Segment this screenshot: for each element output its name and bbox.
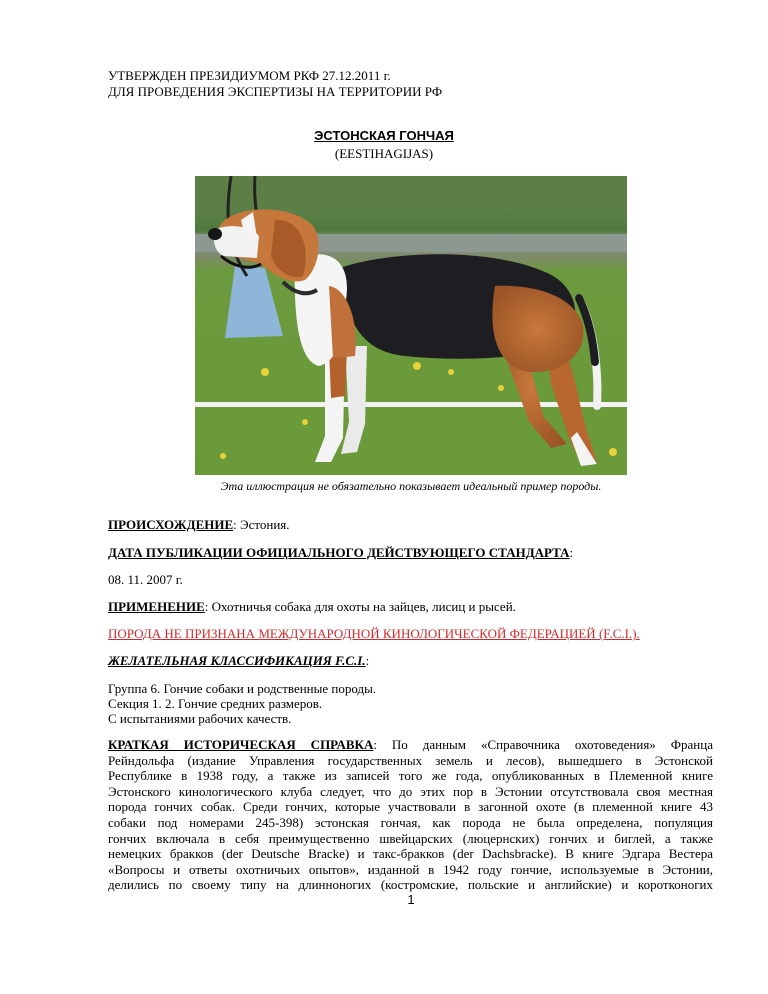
history-text-3: Эстонского кинологического клуба следует, что до этих пор в Эстонии отсутствовала своя местная bbox=[108, 783, 713, 799]
publication-colon: : bbox=[569, 545, 574, 560]
page-number: 1 bbox=[407, 892, 415, 907]
history-text-5: собаки под номерами 245-398) эстонская гончая, как порода не была определена, популяция bbox=[108, 814, 713, 830]
usage-value: : Охотничья собака для охоты на зайцев, лисиц и рысей. bbox=[204, 599, 516, 614]
history-text-7: немецких бракков (der Deutsche Bracke) и такс-бракков (der Dachsbracke). В книге Эдгара Вестера bbox=[108, 846, 713, 862]
history-text-4: порода гончих собак. Среди гончих, которые участвовали в загонной охоте (в племенной книге 43 bbox=[108, 799, 713, 815]
origin-value: : Эстония. bbox=[233, 517, 290, 532]
fci-notice: ПОРОДА НЕ ПРИЗНАНА МЕЖДУНАРОДНОЙ КИНОЛОГИЧЕСКОЙ ФЕДЕРАЦИЕЙ (F.C.I.). bbox=[108, 626, 640, 641]
classification-label: ЖЕЛАТЕЛЬНАЯ КЛАССИФИКАЦИЯ F.C.I. bbox=[108, 653, 366, 668]
classification-colon: : bbox=[365, 653, 370, 668]
history-text-8: «Вопросы и ответы охотничьих опытов», изданной в 1942 году гончие, используемые в Эстонии, bbox=[108, 861, 713, 877]
history-text-0: : По данным «Справочника охотоведения» Франца bbox=[373, 737, 713, 752]
origin-label: ПРОИСХОЖДЕНИЕ bbox=[108, 517, 234, 532]
classification-section: Секция 1. 2. Гончие средних размеров. bbox=[108, 696, 323, 711]
history-section bbox=[108, 737, 713, 893]
approval-line-2: ДЛЯ ПРОВЕДЕНИЯ ЭКСПЕРТИЗЫ НА ТЕРРИТОРИИ РФ bbox=[108, 84, 443, 99]
publication-label: ДАТА ПУБЛИКАЦИИ ОФИЦИАЛЬНОГО ДЕЙСТВУЮЩЕГО СТАНДАРТА bbox=[108, 545, 570, 560]
history-text-1: Рейндольфа (издание Управления государственных земель и лесов), вышедшего в Эстонской bbox=[108, 752, 713, 768]
approval-line-1: УТВЕРЖДЕН ПРЕЗИДИУМОМ РКФ 27.12.2011 г. bbox=[108, 68, 391, 83]
origin-line bbox=[108, 517, 290, 533]
breed-title: ЭСТОНСКАЯ ГОНЧАЯ bbox=[314, 128, 454, 143]
history-line-1 bbox=[108, 737, 713, 753]
history-label: КРАТКАЯ ИСТОРИЧЕСКАЯ СПРАВКА bbox=[108, 737, 374, 752]
classification-line bbox=[108, 653, 369, 669]
dog-photo bbox=[195, 176, 627, 475]
publication-line bbox=[108, 545, 573, 561]
usage-label: ПРИМЕНЕНИЕ bbox=[108, 599, 205, 614]
classification-trial: С испытаниями рабочих качеств. bbox=[108, 711, 292, 726]
classification-group: Группа 6. Гончие собаки и родственные породы. bbox=[108, 681, 377, 696]
publication-date: 08. 11. 2007 г. bbox=[108, 572, 183, 587]
history-text-6: гончих включала в себя преимущественно швейцарских (люцернских) гончих и биглей, а также bbox=[108, 830, 713, 846]
classification-details bbox=[108, 681, 376, 726]
history-text-9: делились по своему типу на длинноногих (костромские, польские и английские) и коротконогих bbox=[108, 877, 713, 893]
approval-header bbox=[108, 68, 442, 100]
photo-caption: Эта иллюстрация не обязательно показывает идеальный пример породы. bbox=[220, 479, 602, 493]
usage-line bbox=[108, 599, 516, 615]
breed-subtitle: (EESTIHAGIJAS) bbox=[334, 146, 434, 161]
history-text-2: Республике в 1938 году, а также из записей того же года, опубликованных в Племенной книге bbox=[108, 768, 713, 784]
